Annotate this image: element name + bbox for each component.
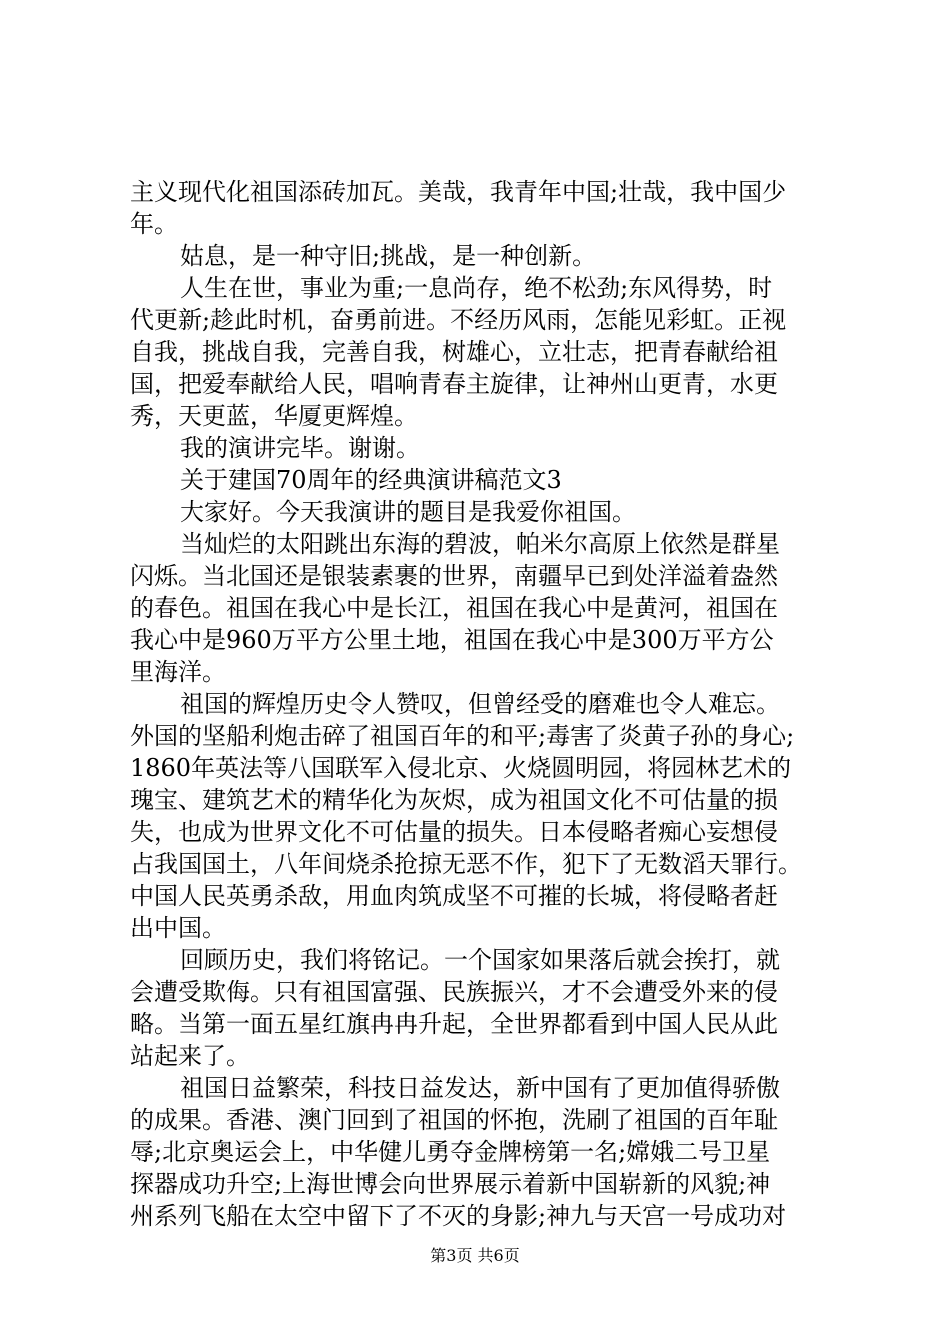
text-line: 里海洋。: [130, 658, 226, 686]
text-line: 祖国的辉煌历史令人赞叹，但曾经受的磨难也令人难忘。: [180, 690, 780, 718]
text-line: 探器成功升空;上海世博会向世界展示着新中国崭新的风貌;神: [130, 1170, 771, 1198]
text-line: 我的演讲完毕。谢谢。: [180, 434, 420, 462]
text-line: 祖国日益繁荣，科技日益发达，新中国有了更加值得骄傲: [180, 1074, 780, 1102]
text-line: 回顾历史，我们将铭记。一个国家如果落后就会挨打，就: [180, 946, 780, 974]
text-line: 年。: [130, 210, 178, 238]
text-line: 秀，天更蓝，华厦更辉煌。: [130, 402, 418, 430]
text-line: 闪烁。当北国还是银装素裹的世界，南疆早已到处洋溢着盎然: [130, 562, 778, 590]
text-line: 州系列飞船在太空中留下了不灭的身影;神九与天宫一号成功对: [130, 1202, 787, 1230]
text-line: 大家好。今天我演讲的题目是我爱你祖国。: [180, 498, 636, 526]
text-line: 国，把爱奉献给人民，唱响青春主旋律，让神州山更青，水更: [130, 370, 778, 398]
text-line: 略。当第一面五星红旗冉冉升起，全世界都看到中国人民从此: [130, 1010, 778, 1038]
text-line: 站起来了。: [130, 1042, 250, 1070]
text-line: 失，也成为世界文化不可估量的损失。日本侵略者痴心妄想侵: [130, 818, 778, 846]
text-line: 我心中是960万平方公里土地，祖国在我心中是300万平方公: [130, 626, 774, 654]
text-line: 1860年英法等八国联军入侵北京、火烧圆明园，将园林艺术的: [130, 754, 792, 782]
page-footer: 第3页 共6页: [430, 1246, 520, 1265]
text-line: 会遭受欺侮。只有祖国富强、民族振兴，才不会遭受外来的侵: [130, 978, 778, 1006]
text-line: 人生在世，事业为重;一息尚存，绝不松劲;东风得势，时: [180, 274, 773, 302]
text-line: 自我，挑战自我，完善自我，树雄心，立壮志，把青春献给祖: [130, 338, 778, 366]
text-line: 出中国。: [130, 914, 226, 942]
text-line: 中国人民英勇杀敌，用血肉筑成坚不可摧的长城，将侵略者赶: [130, 882, 778, 910]
text-line: 辱;北京奥运会上，中华健儿勇夺金牌榜第一名;嫦娥二号卫星: [130, 1138, 771, 1166]
text-line: 的春色。祖国在我心中是长江，祖国在我心中是黄河，祖国在: [130, 594, 778, 622]
text-line: 瑰宝、建筑艺术的精华化为灰烬，成为祖国文化不可估量的损: [130, 786, 778, 814]
text-line: 的成果。香港、澳门回到了祖国的怀抱，洗刷了祖国的百年耻: [130, 1106, 778, 1134]
text-line: 代更新;趁此时机，奋勇前进。不经历风雨，怎能见彩虹。正视: [130, 306, 787, 334]
text-line: 当灿烂的太阳跳出东海的碧波，帕米尔高原上依然是群星: [180, 530, 780, 558]
text-line: 关于建国70周年的经典演讲稿范文3: [180, 466, 562, 494]
document-body: [130, 176, 830, 1232]
text-line: 姑息，是一种守旧;挑战，是一种创新。: [180, 242, 597, 270]
text-line: 外国的坚船利炮击碎了祖国百年的和平;毒害了炎黄子孙的身心;: [130, 722, 795, 750]
text-line: 占我国国土，八年间烧杀抢掠无恶不作，犯下了无数滔天罪行。: [130, 850, 802, 878]
text-line: 主义现代化祖国添砖加瓦。美哉，我青年中国;壮哉，我中国少: [130, 178, 787, 206]
